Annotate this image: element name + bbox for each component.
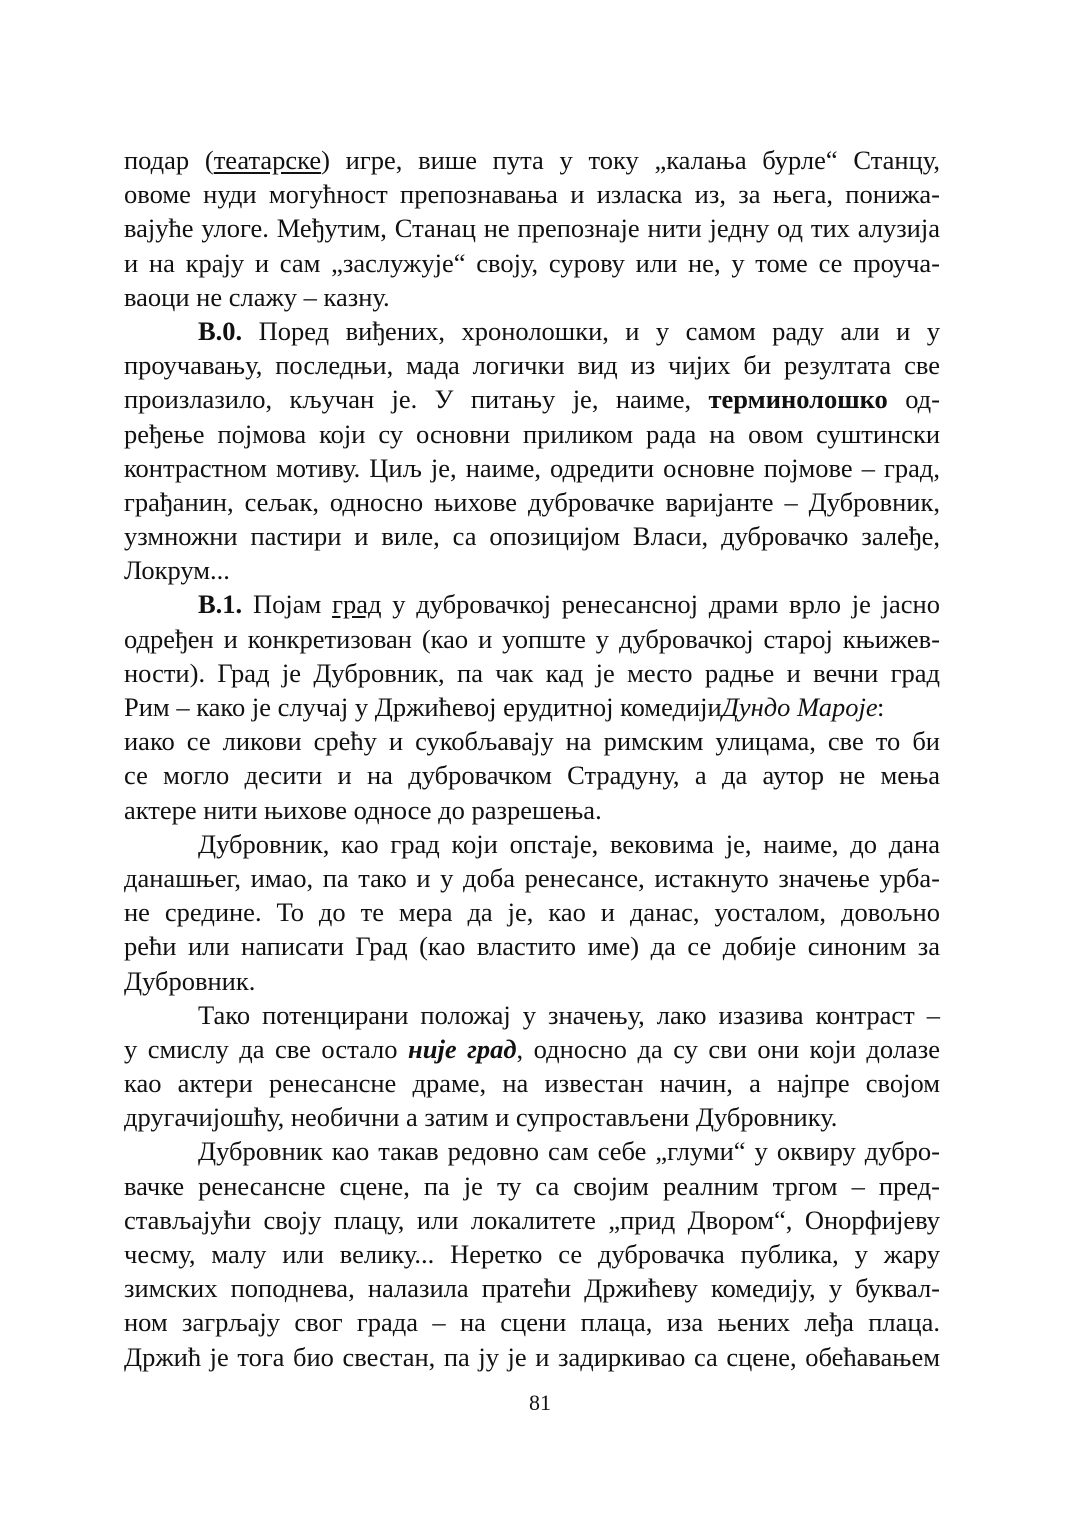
text-run: контрастном мотиву. Циљ је, наиме, одредити основне појмове – град, <box>124 452 940 483</box>
text-run: Рим – како је случај у Држићевој ерудитној комедији <box>124 692 722 722</box>
text-line <box>124 998 940 1032</box>
text-line <box>124 348 940 382</box>
text-run: Држић је тога био свестан, па ју је и задиркивао са сцене, обећавањем <box>124 1341 940 1372</box>
bold-italic-text: није град <box>408 1033 517 1064</box>
text-run: проучавању, последњи, мада логички вид из чијих би резултата све <box>124 350 940 381</box>
italic-text: Дундо Мароје <box>721 692 878 722</box>
text-line <box>124 1271 940 1305</box>
text-run: чесму, малу или велику... Неретко се дубровачка публика, у жару <box>124 1239 940 1269</box>
text-line <box>124 382 940 416</box>
text-line <box>124 485 940 519</box>
text-line <box>124 143 940 177</box>
text-run: Локрум... <box>124 555 230 586</box>
text-line <box>124 827 940 861</box>
text-run: као актери ренесансне драме, на известан начин, а најпре својом <box>124 1068 940 1099</box>
text-run: иако се ликови срећу и сукобљавају на римским улицама, све то би <box>124 726 940 757</box>
text-line <box>124 622 940 656</box>
text-line <box>124 861 940 895</box>
text-run: ваоци не слажу – казну. <box>124 281 390 312</box>
text-line <box>124 690 940 724</box>
text-line <box>124 724 940 758</box>
text-run: грађанин, сељак, односно њихове дубровачке варијанте – Дубровник, <box>124 486 940 517</box>
bold-text: терминолошко <box>708 384 888 415</box>
underlined-text: град <box>332 589 382 620</box>
text-line <box>124 964 940 998</box>
text-run: Поред виђених, хронолошки, и у самом раду али и у <box>242 315 940 346</box>
text-line <box>124 793 940 827</box>
text-line <box>124 587 940 621</box>
text-line <box>124 1032 940 1066</box>
text-line <box>124 1100 940 1134</box>
text-run: се могло десити и на дубровачком Страдуну, а да аутор не мења <box>124 760 940 791</box>
text-run: актере нити њихове односе до разрешења. <box>124 794 602 825</box>
text-line <box>124 314 940 348</box>
text-run: не средине. То до те мера да је, као и данас, уосталом, довољно <box>124 897 940 928</box>
text-line <box>124 280 940 314</box>
text-run: , односно да су сви они који долазе <box>516 1033 940 1064</box>
text-run: вајуће улоге. Међутим, Станац не препознаје нити једну од тих алузија <box>124 213 940 244</box>
text-line <box>124 1340 940 1374</box>
text-run: Појам <box>242 589 333 620</box>
text-run: рећи или написати Град (као властито име) да се добије синоним за <box>124 931 940 962</box>
text-line <box>124 177 940 211</box>
text-run: у смислу да све остало <box>124 1033 408 1064</box>
text-run: овоме нуди могућност препознавања и изласка из, за њега, понижа- <box>124 179 940 210</box>
text-run: узмножни пастири и виле, са опозицијом Власи, дубровачко залеђе, <box>124 521 940 552</box>
underlined-text: театарске <box>213 145 322 175</box>
text-line <box>124 246 940 280</box>
text-run: произлазило, кључан је. У питању је, наиме, <box>124 384 709 415</box>
bold-text: В.1. <box>198 589 243 620</box>
text-line <box>124 553 940 587</box>
text-run: и на крају и сам „заслужује“ своју, сурову или не, у томе се проуча- <box>124 247 940 278</box>
text-line <box>124 1066 940 1100</box>
text-line <box>124 929 940 963</box>
text-run: : <box>877 692 885 722</box>
text-run: зимских поподнева, налазила пратећи Држићеву комедију, у буквал- <box>124 1273 940 1304</box>
text-run: у дубровачкој ренесансној драми врло је јасно <box>381 589 940 620</box>
text-line <box>124 895 940 929</box>
text-run: одређен и конкретизован (као и уопште у дубровачкој старој књижев- <box>124 623 940 654</box>
text-run: ) игре, више пута у току „калања бурле“ Станцу, <box>321 145 940 175</box>
text-run: од- <box>887 384 940 415</box>
text-line <box>124 1169 940 1203</box>
text-run: данашњег, имао, па тако и у доба ренесансе, истакнуто значење урба- <box>124 862 940 893</box>
text-run: Дубровник. <box>124 965 256 996</box>
text-run: вачке ренесансне сцене, па је ту са својим реалним тргом – пред- <box>124 1170 940 1201</box>
text-run: подар ( <box>124 145 214 175</box>
text-line <box>124 1305 940 1339</box>
text-run: другачијошћу, необични а затим и супростављени Дубровнику. <box>124 1102 838 1133</box>
text-line <box>124 758 940 792</box>
text-run: Тако потенцирани положај у значењу, лако изазива контраст – <box>198 999 940 1030</box>
text-line <box>124 1134 940 1168</box>
text-line <box>124 656 940 690</box>
text-line <box>124 417 940 451</box>
text-run: ном загрљају свог града – на сцени плаца, иза њених леђа плаца. <box>124 1307 940 1338</box>
text-run: ређење појмова који су основни приликом рада на овом суштински <box>124 418 940 449</box>
text-line <box>124 1203 940 1237</box>
bold-text: В.0. <box>198 315 243 346</box>
text-run: Дубровник, као град који опстаје, вековима је, наиме, до дана <box>198 828 940 859</box>
page-number: 81 <box>529 1390 551 1415</box>
text-run: Дубровник као такав редовно сам себе „глуми“ у оквиру дубро- <box>198 1136 940 1167</box>
text-line <box>124 519 940 553</box>
text-line <box>124 211 940 245</box>
text-run: ности). Град је Дубровник, па чак кад је место радње и вечни град <box>124 657 940 688</box>
text-line <box>124 1237 940 1271</box>
text-line <box>124 451 940 485</box>
body-text <box>124 143 940 1374</box>
text-run: стављајући своју плацу, или локалитете „прид Двором“, Онорфијеву <box>124 1204 940 1235</box>
